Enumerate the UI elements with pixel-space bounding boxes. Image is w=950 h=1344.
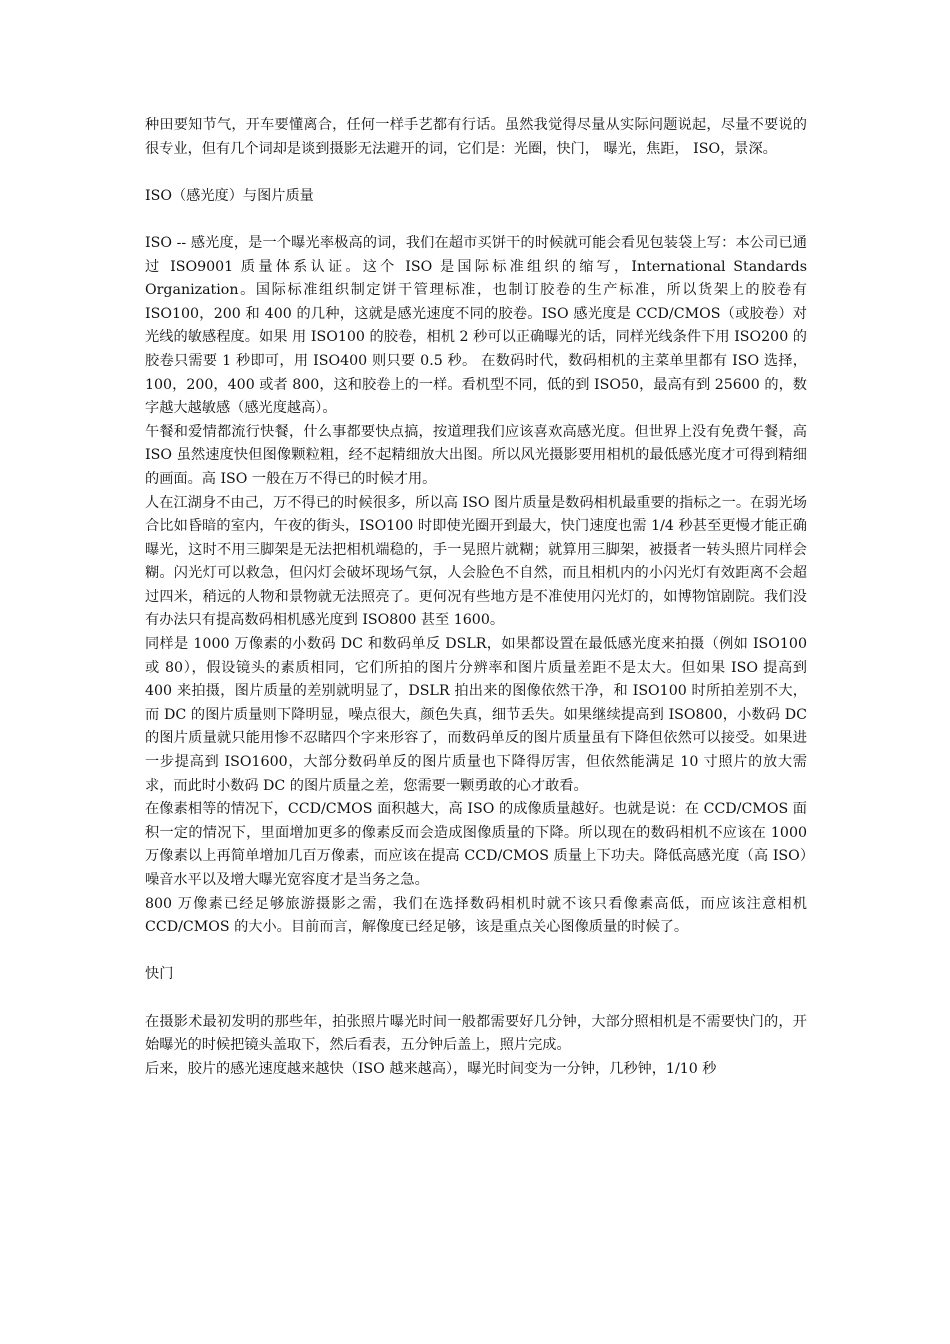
paragraph: 后来，胶片的感光速度越来越快（ISO 越来越高），曝光时间变为一分钟，几秒钟，1/10 秒 bbox=[145, 1060, 717, 1077]
section-heading-iso: ISO（感光度）与图片质量 bbox=[145, 187, 314, 204]
paragraph: 在像素相等的情况下，CCD/CMOS 面积越大，高 ISO 的成像质量越好。也就是说：在 CCD/CMOS 面积一定的情况下，里面增加更多的像素反而会造成图像质量的下降。所以现在的数码相机不应该在 1000 万像素以上再简单增加几百万像素，而应该在提高 CCD/CMOS 质量上下功夫。降低高感光度（高 ISO）噪音水平以及增大曝光宽容度才是当务之急。 bbox=[145, 801, 807, 888]
paragraph: 同样是 1000 万像素的小数码 DC 和数码单反 DSLR，如果都设置在最低感光度来拍摄（例如 ISO100 或 80），假设镜头的素质相同，它们所拍的图片分辨率和图片质量差距不是太大。但如果 ISO 提高到 400 来拍摄，图片质量的差别就明显了，DSLR 拍出来的图像依然干净，和 ISO100 时所拍差别不大，而 DC 的图片质量则下降明显，噪点很大，颜色失真，细节丢失。如果继续提高到 ISO800，小数码 DC 的图片质量就只能用惨不忍睹四个字来形容了，而数码单反的图片质量虽有下降但依然可以接受。如果进一步提高到 ISO1600，大部分数码单反的图片质量也下降得厉害，但依然能满足 10 寸照片的放大需求，而此时小数码 DC 的图片质量之差，您需要一颗勇敢的心才敢看。 bbox=[145, 636, 807, 794]
spacer bbox=[145, 940, 807, 964]
spacer bbox=[145, 987, 807, 1011]
spacer bbox=[145, 208, 807, 232]
paragraph: ISO -- 感光度，是一个曝光率极高的词，我们在超市买饼干的时候就可能会看见包装袋上写：本公司已通过 ISO9001 质量体系认证。这个 ISO 是国际标准组织的缩写，International Standards Organization。国际标准组织制定饼干管理标准，也制订胶卷的生产标准，所以货架上的胶卷有 ISO100，200 和 400 的几种，这就是感光速度不同的胶卷。ISO 感光度是 CCD/CMOS（或胶卷）对光线的敏感程度。如果 用 ISO100 的胶卷，相机 2 秒可以正确曝光的话，同样光线条件下用 ISO200 的胶卷只需要 1 秒即可，用 ISO400 则只要 0.5 秒。 在数码时代，数码相机的主菜单里都有 ISO 选择，100，200，400 或者 800，这和胶卷上的一样。看机型不同，低的到 ISO50，最高有到 25600 的，数字越大越敏感（感光度越高）。 bbox=[145, 234, 807, 417]
spacer bbox=[145, 161, 807, 185]
paragraph: 800 万像素已经足够旅游摄影之需，我们在选择数码相机时就不该只看像素高低，而应该注意相机 CCD/CMOS 的大小。目前而言，解像度已经足够，该是重点关心图像质量的时候了。 bbox=[145, 895, 807, 936]
paragraph: 在摄影术最初发明的那些年，拍张照片曝光时间一般都需要好几分钟，大部分照相机是不需要快门的，开始曝光的时候把镜头盖取下，然后看表，五分钟后盖上，照片完成。 bbox=[145, 1013, 807, 1054]
paragraph: 人在江湖身不由己，万不得已的时候很多，所以高 ISO 图片质量是数码相机最重要的指标之一。在弱光场合比如昏暗的室内，午夜的街头，ISO100 时即使光圈开到最大，快门速度也需 1/4 秒甚至更慢才能正确曝光，这时不用三脚架是无法把相机端稳的，手一晃照片就糊；就算用三脚架，被摄者一转头照片同样会糊。闪光灯可以救急，但闪灯会破坏现场气氛，人会脸色不自然，而且相机内的小闪光灯有效距离不会超过四米，稍远的人物和景物就无法照亮了。更何况有些地方是不准使用闪光灯的，如博物馆剧院。我们没有办法只有提高数码相机感光度到 ISO800 甚至 1600。 bbox=[145, 494, 807, 629]
section-heading-shutter: 快门 bbox=[145, 966, 174, 983]
paragraph: 午餐和爱情都流行快餐，什么事都要快点搞，按道理我们应该喜欢高感光度。但世界上没有免费午餐，高 ISO 虽然速度快但图像颗粒粗，经不起精细放大出图。所以风光摄影要用相机的最低感光度才可得到精细的画面。高 ISO 一般在万不得已的时候才用。 bbox=[145, 423, 807, 487]
intro-paragraph: 种田要知节气，开车要懂离合，任何一样手艺都有行话。虽然我觉得尽量从实际问题说起，尽量不要说的很专业，但有几个词却是谈到摄影无法避开的词，它们是：光圈，快门， 曝光，焦距， ISO，景深。 bbox=[145, 117, 807, 157]
document-body bbox=[145, 114, 807, 1081]
